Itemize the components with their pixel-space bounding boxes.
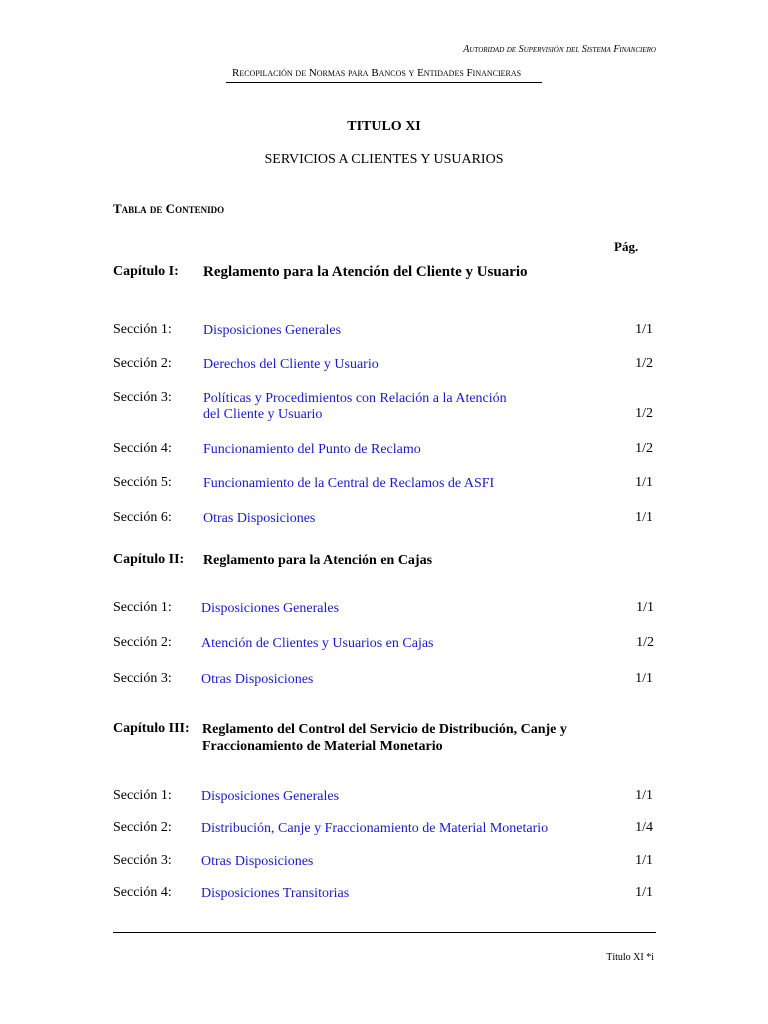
chapter-3-section-4-label: Sección 4:	[113, 885, 172, 900]
chapter-2-section-3-page: 1/1	[635, 671, 653, 686]
chapter-3-label: Capítulo III:	[113, 721, 190, 736]
chapter-1-section-6-page: 1/1	[635, 510, 653, 525]
chapter-2-section-1-page: 1/1	[636, 600, 654, 615]
chapter-3-section-2-label: Sección 2:	[113, 820, 172, 835]
chapter-2-label: Capítulo II:	[113, 552, 185, 567]
chapter-1-section-4-link[interactable]: Funcionamiento del Punto de Reclamo	[203, 442, 421, 457]
chapter-1-section-5-link[interactable]: Funcionamiento de la Central de Reclamos de ASFI	[203, 476, 495, 491]
page-column-label: Pág.	[614, 239, 639, 254]
chapter-1-section-3-label: Sección 3:	[113, 390, 172, 405]
chapter-2-section-1-label: Sección 1:	[113, 600, 172, 615]
chapter-3-section-1-link[interactable]: Disposiciones Generales	[201, 789, 340, 804]
chapter-1-section-3-link-line2[interactable]: del Cliente y Usuario	[203, 407, 323, 422]
authority-header: Autoridad de Supervisión del Sistema Financiero	[463, 44, 656, 55]
chapter-3-section-2-page: 1/4	[635, 820, 653, 835]
chapter-2-section-3-link[interactable]: Otras Disposiciones	[201, 672, 314, 687]
chapter-2-section-3-label: Sección 3:	[113, 671, 172, 686]
chapter-1-section-1-link[interactable]: Disposiciones Generales	[203, 323, 342, 338]
chapter-1-section-4-page: 1/2	[635, 441, 653, 456]
chapter-3-title-line2: Fraccionamiento de Material Monetario	[202, 739, 443, 754]
chapter-1-section-1-page: 1/1	[635, 322, 653, 337]
page-footer: Título XI *i	[606, 952, 654, 963]
document-title: TITULO XI	[347, 119, 421, 134]
chapter-3-section-4-page: 1/1	[635, 885, 653, 900]
header-rule	[226, 82, 542, 83]
chapter-2-section-2-link[interactable]: Atención de Clientes y Usuarios en Cajas	[201, 636, 434, 651]
chapter-1-section-1-label: Sección 1:	[113, 322, 172, 337]
chapter-1-label: Capítulo I:	[113, 264, 179, 279]
chapter-3-section-3-page: 1/1	[635, 853, 653, 868]
chapter-1-section-6-label: Sección 6:	[113, 510, 172, 525]
footer-rule	[113, 932, 656, 933]
compilation-header: Recopilación de Normas para Bancos y Entidades Financieras	[232, 67, 522, 79]
chapter-3-section-1-label: Sección 1:	[113, 788, 172, 803]
chapter-1-section-5-page: 1/1	[635, 475, 653, 490]
chapter-2-section-2-label: Sección 2:	[113, 635, 172, 650]
chapter-3-section-3-link[interactable]: Otras Disposiciones	[201, 854, 314, 869]
chapter-1-section-4-label: Sección 4:	[113, 441, 172, 456]
chapter-1-section-6-link[interactable]: Otras Disposiciones	[203, 511, 316, 526]
chapter-1-section-5-label: Sección 5:	[113, 475, 172, 490]
chapter-1-section-3-page: 1/2	[635, 406, 653, 421]
toc-heading: Tabla de Contenido	[113, 201, 225, 216]
chapter-2-section-2-page: 1/2	[636, 635, 654, 650]
chapter-1-section-2-label: Sección 2:	[113, 356, 172, 371]
chapter-3-section-4-link[interactable]: Disposiciones Transitorias	[201, 886, 350, 901]
chapter-1-section-2-page: 1/2	[635, 356, 653, 371]
chapter-1-section-2-link[interactable]: Derechos del Cliente y Usuario	[203, 357, 379, 372]
chapter-2-section-1-link[interactable]: Disposiciones Generales	[201, 601, 340, 616]
chapter-2-title: Reglamento para la Atención en Cajas	[203, 553, 433, 568]
chapter-3-section-2-link[interactable]: Distribución, Canje y Fraccionamiento de Material Monetario	[201, 821, 549, 836]
chapter-1-title: Reglamento para la Atención del Cliente y Usuario	[203, 264, 528, 280]
document-subtitle: SERVICIOS A CLIENTES Y USUARIOS	[264, 152, 504, 167]
chapter-1-section-3-link[interactable]: Políticas y Procedimientos con Relación a la Atención	[203, 391, 507, 406]
chapter-3-section-3-label: Sección 3:	[113, 853, 172, 868]
chapter-3-section-1-page: 1/1	[635, 788, 653, 803]
chapter-3-title: Reglamento del Control del Servicio de Distribución, Canje y	[202, 722, 567, 737]
